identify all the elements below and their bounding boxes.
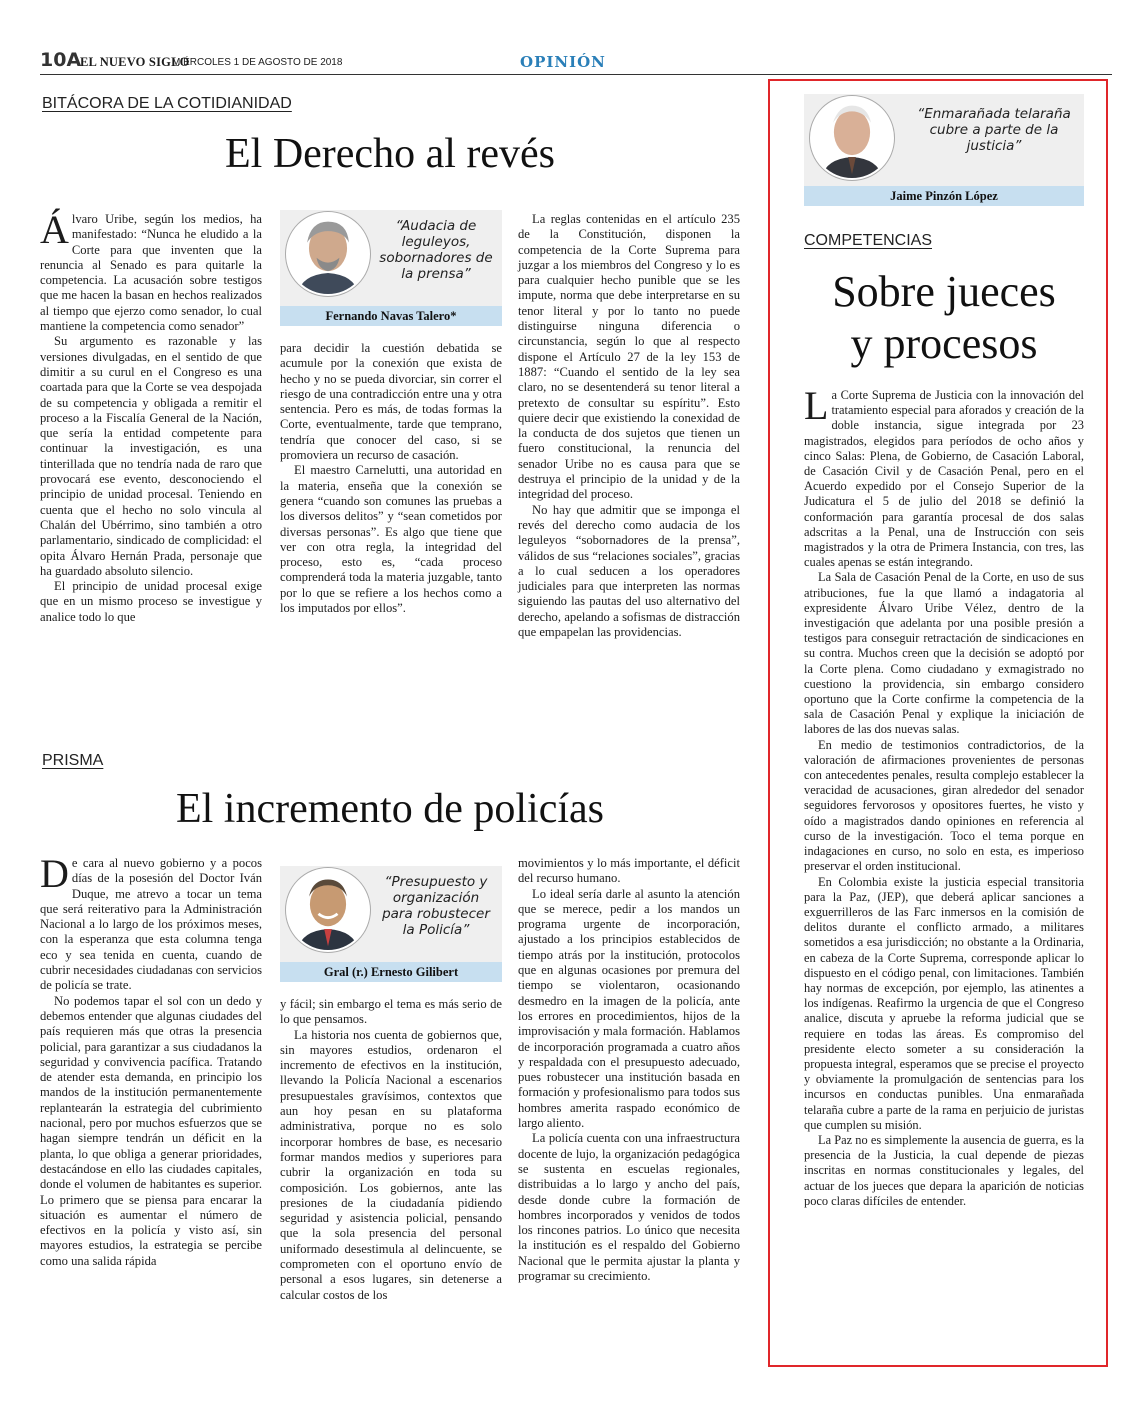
section-title: OPINIÓN	[520, 53, 606, 71]
paragraph: La Sala de Casación Penal de la Corte, en uso de sus atribuciones, fue la que llamó a indagatoria al expresidente Álvaro Uribe Vélez, dentro de la investigación que adelanta por una posible presión a testigos para conseguir retractación de sindicaciones en su contra. Muchos creen que la decisión se adoptó por la Corte plena. Como ciudadano y exmagistrado no cuestiono la providencia, sin embargo considero oportuno que la Corte confirme la competencia de la sala de Casación Penal y explique la iniciación de labores de las dos nuevas salas.	[804, 570, 1084, 737]
article1-pull-quote: “Audacia de leguleyos, sobornadores de la prensa”	[379, 218, 493, 282]
paragraph: El maestro Carnelutti, una autoridad en la materia, enseña que la conexión se genera “cuando son comunes las pruebas a los diversos delitos” y “sean cometidos por diversas personas”. Es algo que tiene que ver con otra regla, la integridad del proceso, esto es, “cada proceso comprenderá toda la materia juzgable, tanto por lo que se refiere a los hechos como a los imputados por ellos”.	[280, 463, 502, 616]
paragraph: e cara al nuevo gobierno y a pocos días de la posesión del Doctor Iván Duque, me atrevo a tocar un tema que será reiterativo para la Administración Nacional a lo largo de los próximos meses, con la esperanza que esta columna tenga eco y sea tenida en cuenta, cuando de cubrir necesidades ciudadanas con servicios de policía se trate.	[40, 856, 262, 993]
paragraph: No hay que admitir que se imponga el revés del derecho como audacia de los leguleyos “sobornadores de la prensa”, válidos de sus “relaciones sociales”, gracias a lo cual seducen a los operadores judiciales para que interpreten las normas siguiendo las pautas del uso alternativo del derecho, apelando a sofismas de distracción que empapelan las providencias.	[518, 502, 740, 640]
author-portrait-icon	[286, 212, 370, 296]
paragraph: Lo ideal sería darle al asunto la atención que se merece, pedir a los mandos un programa urgente de incorporación, ajustado a los principios establecidos de tiempo atrás por la institución, protocolos que en algunas ocasiones por premura del tiempo se violentaron, ocasionando desmedro en la imagen de la policía, ante los errores en procedimientos, hijos de la improvisación y mala formación. Hablamos de incorporación programada a cuatro años y respaldada con el presupuesto adecuado, pues robustecer una institución basada en formación y profesionalismo para todos sus hombres amerita raspado económico de largo aliento.	[518, 886, 740, 1131]
article3-pull-quote: “Enmarañada telaraña cubre a parte de la justicia”	[917, 106, 1071, 154]
paragraph: En medio de testimonios contradictorios, de la valoración de afirmaciones provenientes de personas con antecedentes penales, resulta complejo establecer la veracidad de acusaciones, giran alrededor del senador seguidores fervorosos y opositores fuertes, he visto y oído a magistrados dando opiniones en referencia al curso de la investigación. Toco el tema porque en indagaciones en curso, no solo en esta, es imperioso preservar el orden institucional.	[804, 737, 1084, 874]
issue-date: MIÉRCOLES 1 DE AGOSTO DE 2018	[172, 57, 343, 68]
paragraph: Su argumento es razonable y las versiones divulgadas, en el sentido de que dimitir a su curul en el Congreso es una coartada para que la Corte se vea despojada de su competencia y obligada a remitir el proceso a la Fiscalía General de la Nación, que sería la entidad competente para continuar la investigación, es una tinterillada que no tendría nada de raro que provocará ese evento, desconociendo el principio de unidad procesal. Teniendo en cuenta que el hecho no solo vincula al Chalán del Ubérrimo, sino también a otro parlamentario, sindicado de complicidad: el opita Álvaro Hernán Prada, personaje que ha guardado absoluto silencio.	[40, 334, 262, 578]
article2-headline: El incremento de policías	[175, 786, 605, 832]
article3-author-name: Jaime Pinzón López	[804, 186, 1084, 206]
paragraph: El principio de unidad procesal exige que en un mismo proceso se investigue y analice todo lo que	[40, 579, 262, 624]
article1-headline: El Derecho al revés	[225, 131, 555, 177]
paragraph: movimientos y lo más importante, el déficit del recurso humano.	[518, 856, 740, 886]
article2-column-1	[40, 851, 262, 1269]
article2-column-2	[280, 997, 502, 1303]
article1-author-name: Fernando Navas Talero*	[280, 306, 502, 326]
article3-headline-line-2: y procesos	[850, 319, 1038, 368]
paragraph: No podemos tapar el sol con un dedo y debemos entender que algunas ciudades del país requieren más que otras la presencia policial, para garantizar a sus ciudadanos la seguridad y convivencia pacífica. Tratando de atender esta demanda, en principio los mandos de la institución permanentemente replantearán la estrategia del cubrimiento nacional, pero por muchos esfuerzos que se hagan siempre tendrán un déficit en la planta, lo que obliga a generar prioridades, destacándose en ello las ciudades capitales, donde el volumen de habitantes es superior. Lo primero que se piensa para encarar la situación es aumentar el número de efectivos en la policía y visto así, sin mayores estudios, la estrategia se percibe como una salida rápida	[40, 993, 262, 1268]
newspaper-name: EL NUEVO SIGLO	[80, 55, 190, 69]
article2-pull-quote: “Presupuesto y organización para robustecer la Policía”	[382, 874, 490, 938]
paragraph: y fácil; sin embargo el tema es más serio de lo que pensamos.	[280, 997, 502, 1027]
paragraph: En Colombia existe la justicia especial transitoria para la Paz, (JEP), que deberá aplicar sanciones a exguerrilleros de las Farc inmersos en la comisión de delitos durante el conflicto armado, a militares sometidos a esa jurisdicción; no obstante a la Ordinaria, en cabeza de la Corte Suprema, corresponde aplicar lo dispuesto en el código penal, con limitaciones. También hay normas de excepción, por ejemplo, las atinentes a los indígenas. Reafirmo la urgencia de que el Congreso analice, discuta y apruebe la reforma judicial que se requiere en todas las áreas. Es compromiso del presidente electo someter a su consideración la propuesta integral, esperamos que se precise el proyecto y obviamente la promulgación de sentencias para los incursos en conductas punibles. Una enmarañada telaraña cubre a parte de la rama en perjuicio de juristas que cumplen su misión.	[804, 874, 1084, 1132]
article3-headline	[804, 266, 1084, 370]
article3-kicker: COMPETENCIAS	[804, 232, 933, 249]
article2-kicker: PRISMA	[42, 752, 104, 769]
article2-column-3	[518, 856, 740, 1284]
paragraph: lvaro Uribe, según los medios, ha manifestado: “Nunca he eludido a la Corte para que inventen que la renuncia al Senado es para quitarle la competencia. La acusación sobre testigos que me hacen la basan en hechos realizados al tiempo que ejerzo como senador, lo cual mantiene la competencia como senador”	[40, 212, 262, 334]
page-header	[40, 49, 1112, 75]
article1-column-1	[40, 207, 262, 625]
article3-headline-line-1: Sobre jueces	[832, 267, 1056, 316]
paragraph: La historia nos cuenta de gobiernos que, sin mayores estudios, ordenaron el incremento de efectivos en la institución, llevando la Policía Nacional a escenarios presupuestales gravísimos, contextos que aun hoy pesan en su plataforma administrativa, porque no es solo incorporar hombres de base, es necesario formar mandos medios y superiores para cubrir la organización en toda su composición. Los gobiernos, ante las presiones de la ciudadanía pidiendo seguridad y asistencia policial, pensando que la sola presencia del personal uniformado desestimula al delincuente, se comprometen con el oportuno envío de personal a esos lugares, sin detenerse a calcular costos de los	[280, 1027, 502, 1302]
article1-column-2	[280, 341, 502, 616]
page-number: 10A	[40, 49, 82, 71]
article3-dropcap: L	[804, 383, 829, 428]
paragraph: a Corte Suprema de Justicia con la innovación del tratamiento especial para aforados y creación de la doble instancia, sigue integrada por 23 magistrados, elegidos para períodos de ocho años y cinco Salas: Plena, de Gobierno, de Casación Laboral, de Casación Civil y de Casación Penal, pero en el Acuerdo expedido por el Consejo Superior de la Judicatura el 5 de julio del 2018 se definió la conformación para garantía procesal de dos salas adscritas a la Penal, una de Instrucción con seis magistrados y la otra de Primera Instancia, con tres, las cuales apenas se están integrando.	[804, 388, 1084, 570]
paragraph: La reglas contenidas en el artículo 235 de la Constitución, disponen la competencia de la Corte Suprema para juzgar a los miembros del Congreso y lo es para cualquier hecho punible que se les impute, norma que debe interpretarse en su tenor literal y por lo tanto no puede distinguirse ninguna diferencia o circunstancia, según lo que al respecto dispone el Artículo 27 de la ley 153 de 1887: “Cuando el sentido de la ley sea claro, no se desentenderá su tenor literal a pretexto de consultar su espíritu”. Esto quiere decir que existiendo la conexidad de la conducta de dos sujetos que tienen un fuero constitucional, la renuncia del senador Uribe no es causa para que se destruya el principio de la unidad y de la integridad del proceso.	[518, 212, 740, 502]
article3-author-box	[804, 94, 1084, 208]
article1-dropcap: Á	[40, 207, 69, 252]
article2-dropcap: D	[40, 851, 69, 896]
article1-kicker: BITÁCORA DE LA COTIDIANIDAD	[42, 95, 292, 112]
paragraph: para decidir la cuestión debatida se acumule por la conexión que exista de hecho y no se pueda divorciar, sin correr el riesgo de una contradicción entre una y otra sentencia. Pero es más, de todas formas la Corte, eventualmente, tarde que temprano, tendría que conocer del caso, si se promoviera un recurso de casación.	[280, 341, 502, 463]
paragraph: La Paz no es simplemente la ausencia de guerra, es la presencia de la Justicia, la cual depende de piezas inscritas en normas constitucionales y legales, del actuar de los jueces que depara la aparición de noticias poco claras difíciles de entender.	[804, 1132, 1084, 1208]
author-portrait-icon	[286, 868, 370, 952]
paragraph: La policía cuenta con una infraestructura docente de lujo, la organización pedagógica se sustenta en escuelas regionales, distribuidas a lo largo y ancho del país, desde donde cubre la formación de hombres incorporados y venidos de todos los rincones patrios. Lo único que necesita la institución es el respaldo del Gobierno Nacional que le permita ajustar la planta y programar su crecimiento.	[518, 1131, 740, 1284]
article3-body	[804, 383, 1084, 1209]
author-portrait-icon	[810, 96, 894, 180]
article2-author-box	[280, 866, 502, 984]
article2-author-name: Gral (r.) Ernesto Gilibert	[280, 962, 502, 982]
article1-author-box	[280, 210, 502, 328]
article1-column-3	[518, 212, 740, 640]
